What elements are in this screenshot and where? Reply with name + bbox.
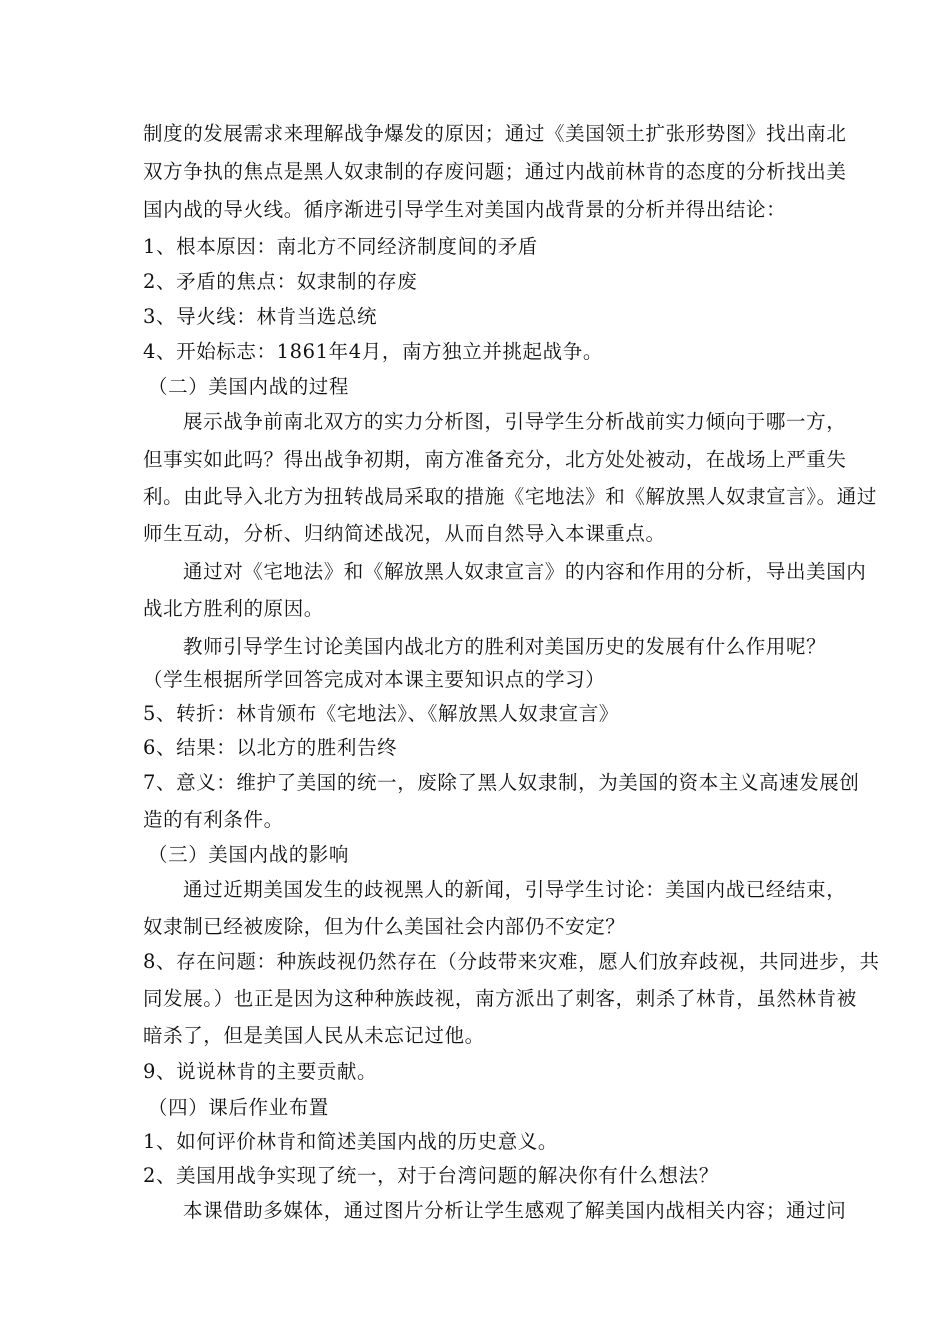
text-line: 教师引导学生讨论美国内战北方的胜利对美国历史的发展有什么作用呢？ (183, 635, 827, 658)
text-line: 通过对《宅地法》和《解放黑人奴隶宣言》的内容和作用的分析，导出美国内 (183, 560, 867, 583)
list-item: 7、意义：维护了美国的统一，废除了黑人奴隶制，为美国的资本主义高速发展创 (143, 771, 860, 794)
text-line: 双方争执的焦点是黑人奴隶制的存废问题；通过内战前林肯的态度的分析找出美 (143, 160, 847, 183)
section-heading: （四）课后作业布置 (148, 1096, 329, 1119)
list-item: 5、转折：林肯颁布《宅地法》、《解放黑人奴隶宣言》 (143, 702, 619, 725)
section-heading: （三）美国内战的影响 (148, 843, 350, 866)
list-item: 2、矛盾的焦点：奴隶制的存废 (143, 270, 418, 293)
text-line: 本课借助多媒体，通过图片分析让学生感观了解美国内战相关内容；通过问 (183, 1199, 847, 1222)
list-item: 9、说说林肯的主要贡献。 (143, 1060, 378, 1083)
text-line: 同发展。）也正是因为这种种族歧视，南方派出了刺客，刺杀了林肯，虽然林肯被 (143, 987, 857, 1010)
text-line: 奴隶制已经被废除，但为什么美国社会内部仍不安定？ (143, 915, 626, 938)
text-line: 利。由此导入北方为扭转战局采取的措施《宅地法》和《解放黑人奴隶宣言》。通过 (143, 485, 877, 508)
text-line: 暗杀了，但是美国人民从未忘记过他。 (143, 1024, 485, 1047)
list-item: 3、导火线：林肯当选总统 (143, 305, 378, 328)
text-line: 国内战的导火线。循序渐进引导学生对美国内战背景的分析并得出结论： (143, 198, 787, 221)
text-line: 造的有利条件。 (143, 808, 284, 831)
list-item: 1、如何评价林肯和简述美国内战的历史意义。 (143, 1130, 559, 1153)
text-line: 展示战争前南北双方的实力分析图，引导学生分析战前实力倾向于哪一方， (183, 410, 847, 433)
list-item: 1、根本原因：南北方不同经济制度间的矛盾 (143, 235, 538, 258)
text-line: （学生根据所学回答完成对本课主要知识点的学习） (143, 668, 606, 691)
list-item: 2、美国用战争实现了统一，对于台湾问题的解决你有什么想法？ (143, 1164, 719, 1187)
text-line: 师生互动，分析、归纳简述战况，从而自然导入本课重点。 (143, 522, 666, 545)
section-heading: （二）美国内战的过程 (148, 375, 350, 398)
text-line: 制度的发展需求来理解战争爆发的原因；通过《美国领土扩张形势图》找出南北 (143, 122, 847, 145)
text-line: 战北方胜利的原因。 (143, 597, 324, 620)
text-line: 通过近期美国发生的歧视黑人的新闻，引导学生讨论：美国内战已经结束， (183, 878, 847, 901)
text-line: 但事实如此吗？得出战争初期，南方准备充分，北方处处被动，在战场上严重失 (143, 448, 847, 471)
list-item: 6、结果：以北方的胜利告终 (143, 736, 398, 759)
list-item: 8、存在问题：种族歧视仍然存在（分歧带来灾难，愿人们放弃歧视，共同进步，共 (143, 950, 880, 973)
list-item: 4、开始标志：1861年4月，南方独立并挑起战争。 (143, 340, 603, 363)
